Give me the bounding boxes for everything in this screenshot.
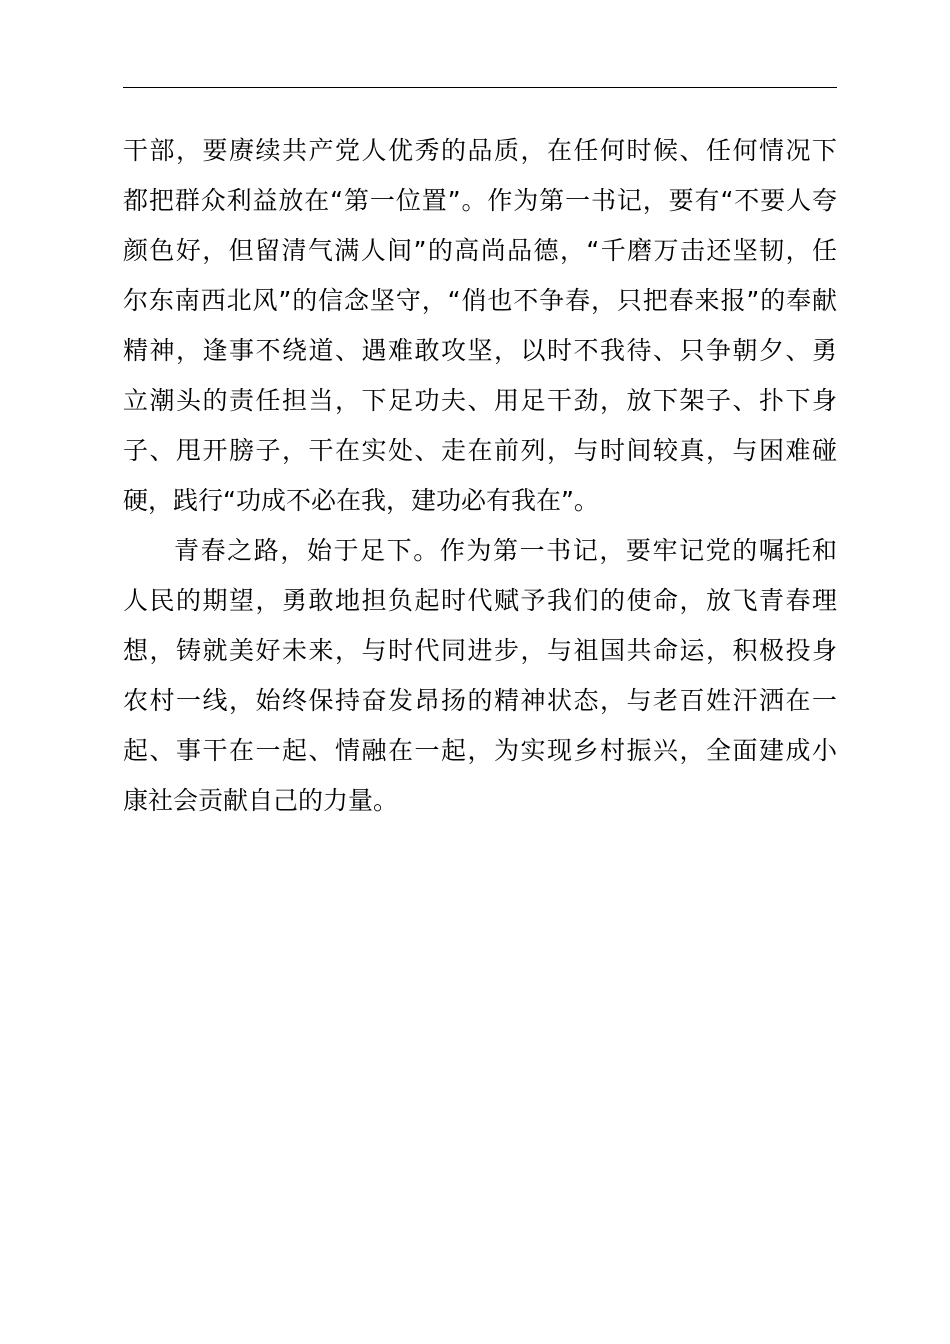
text-line: 干部，要赓续共产党人优秀的品质，在任何时候、任何情况下 xyxy=(123,136,837,165)
text-line: 颜色好，但留清气满人间”的高尚品德，“千磨万击还坚韧，任 xyxy=(123,236,837,265)
text-line: 人民的期望，勇敢地担负起时代赋予我们的使命，放飞青春理 xyxy=(123,586,837,615)
text-line: 都把群众利益放在“第一位置”。作为第一书记，要有“不要人夸 xyxy=(123,186,837,215)
text-line: 尔东南西北风”的信念坚守，“俏也不争春，只把春来报”的奉献 xyxy=(123,286,837,315)
paragraph-2 xyxy=(123,526,837,826)
text-line: 康社会贡献自己的力量。 xyxy=(123,786,399,815)
text-line: 立潮头的责任担当，下足功夫、用足干劲，放下架子、扑下身 xyxy=(123,386,837,415)
text-line: 精神，逢事不绕道、遇难敢攻坚，以时不我待、只争朝夕、勇 xyxy=(123,336,837,365)
text-line: 起、事干在一起、情融在一起，为实现乡村振兴，全面建成小 xyxy=(123,736,837,765)
body-text xyxy=(123,126,837,826)
text-line: 农村一线，始终保持奋发昂扬的精神状态，与老百姓汗洒在一 xyxy=(123,686,837,715)
header-rule xyxy=(123,87,837,88)
text-line: 子、甩开膀子，干在实处、走在前列，与时间较真，与困难碰 xyxy=(123,436,837,465)
text-line: 青春之路，始于足下。作为第一书记，要牢记党的嘱托和 xyxy=(174,536,837,565)
text-line: 想，铸就美好未来，与时代同进步，与祖国共命运，积极投身 xyxy=(123,636,837,665)
text-line: 硬，践行“功成不必在我，建功必有我在”。 xyxy=(123,486,599,515)
paragraph-1 xyxy=(123,126,837,526)
